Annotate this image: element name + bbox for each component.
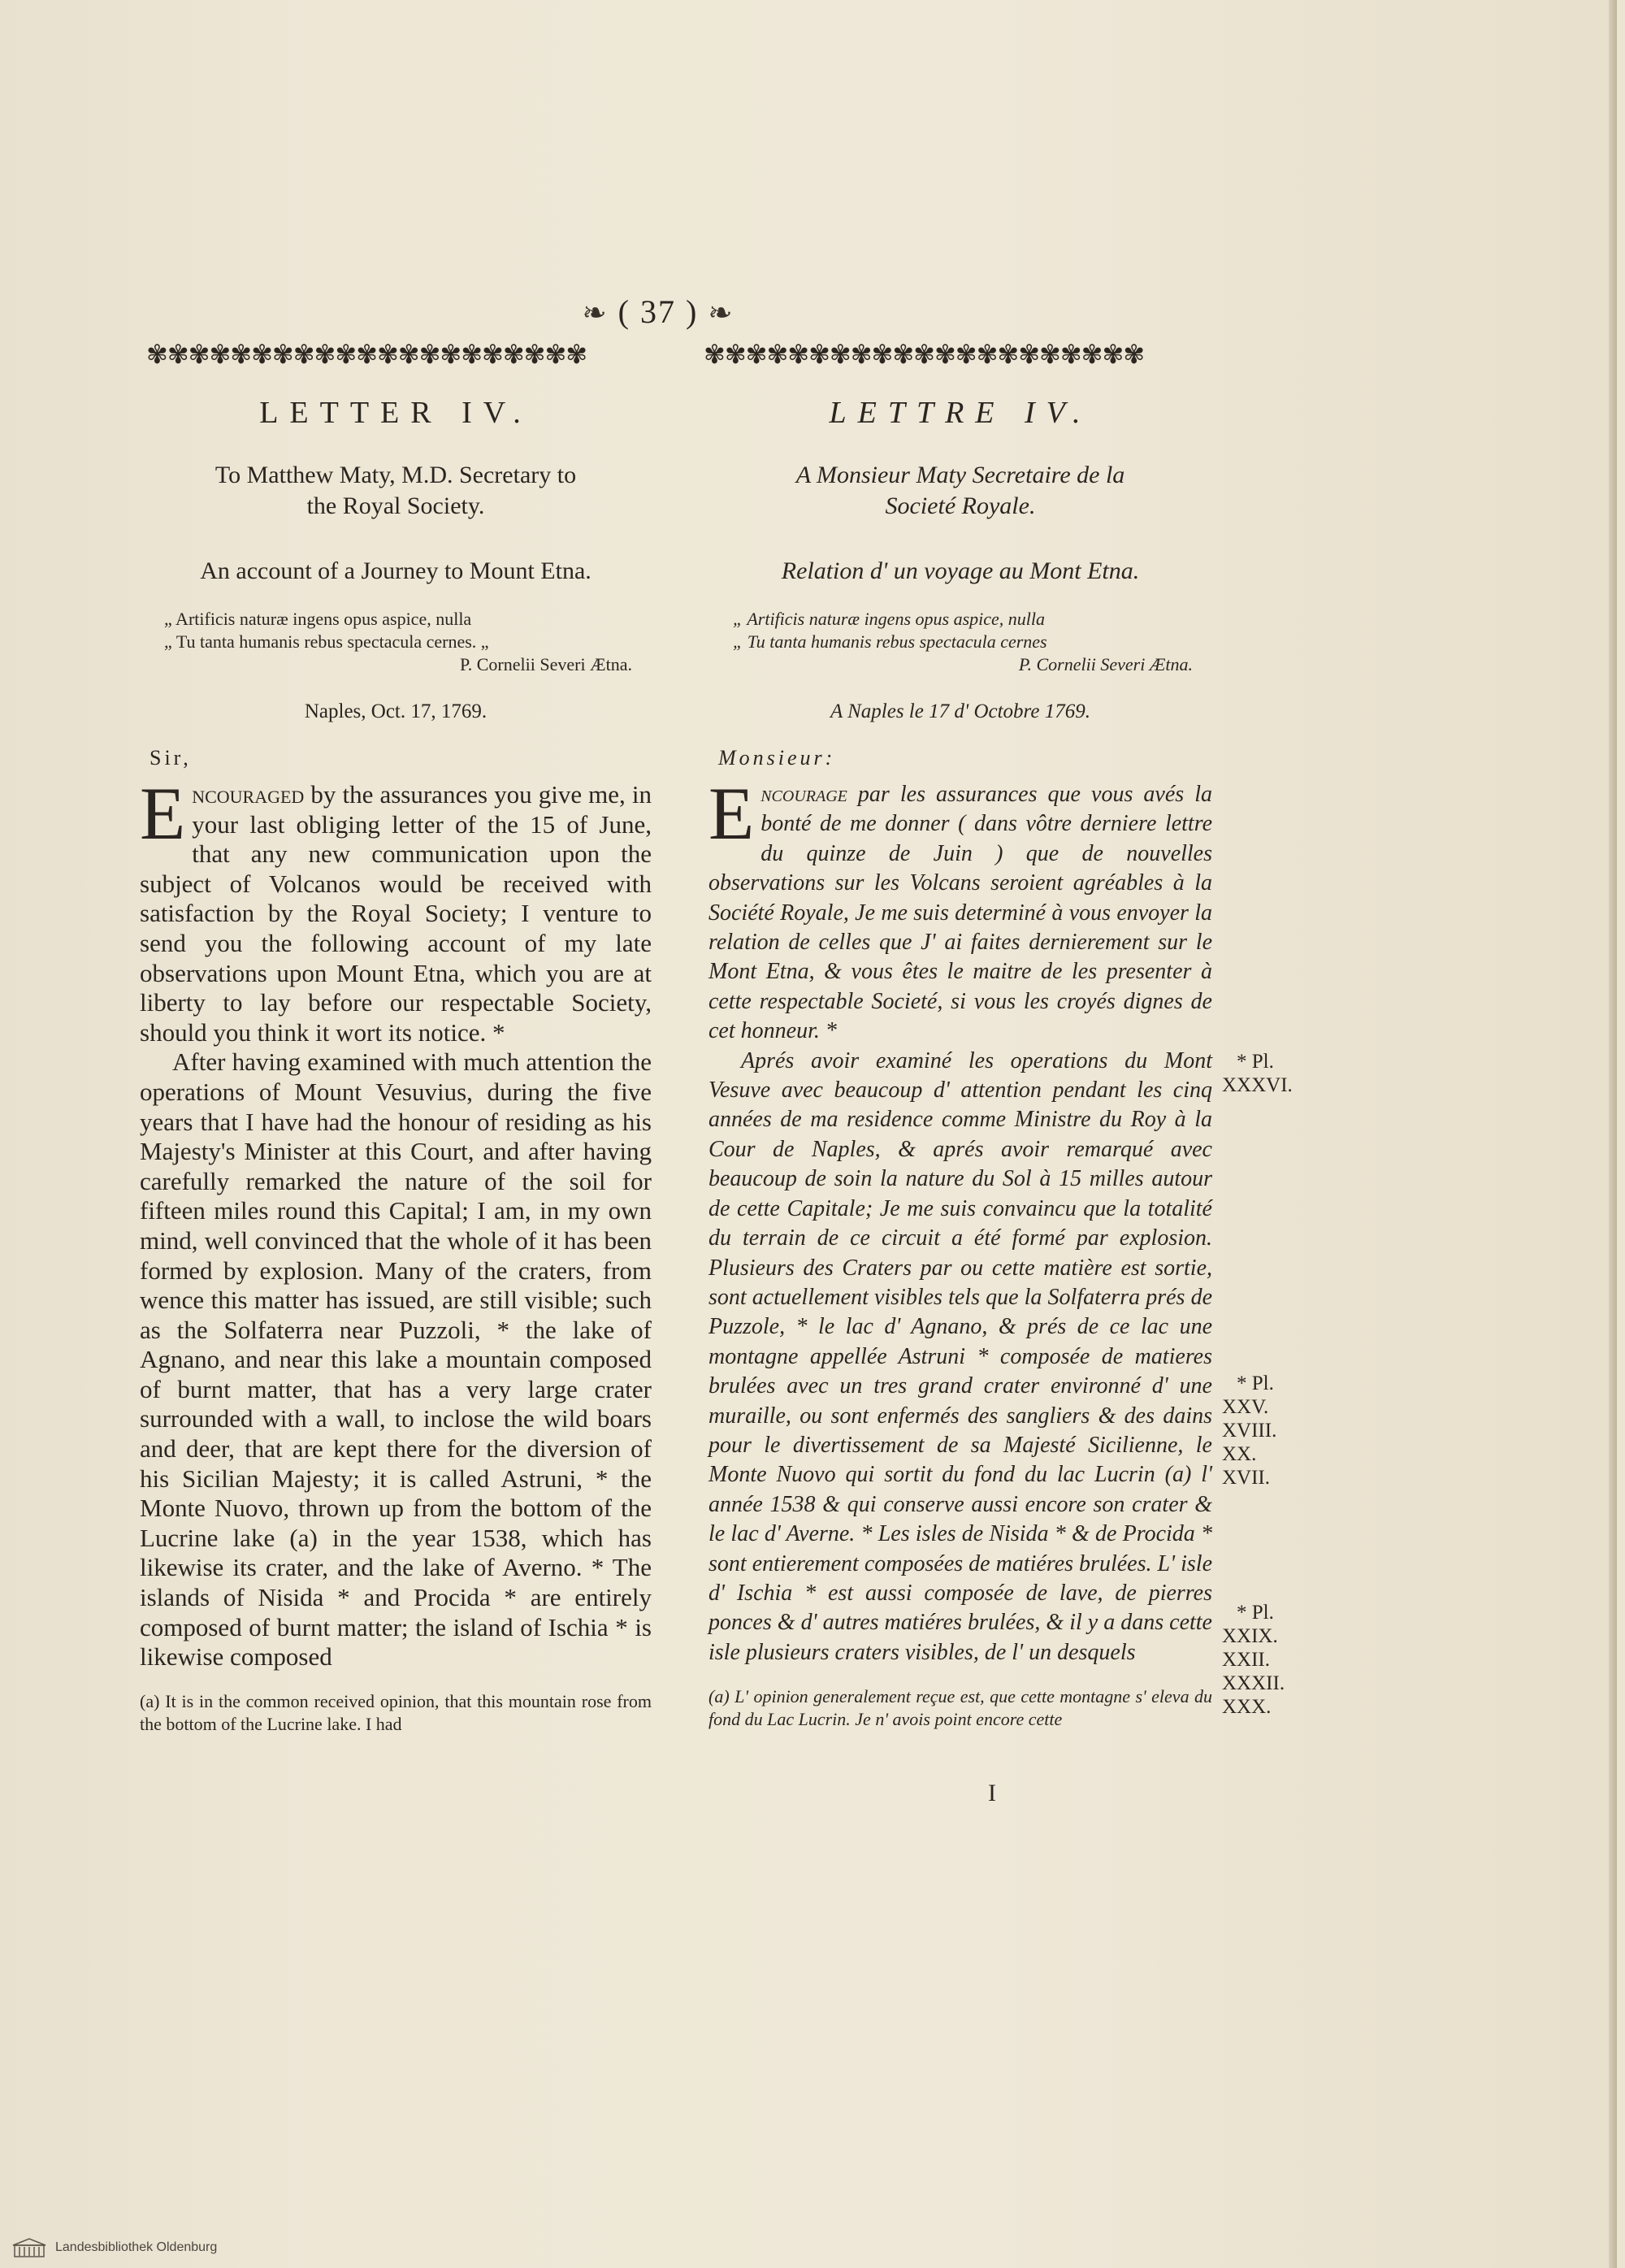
library-name: Landesbibliothek Oldenburg [55,2240,218,2254]
english-epigraph [164,608,652,676]
english-heading: LETTER IV. [259,396,532,430]
page-edge [1609,0,1617,2268]
english-subject: An account of a Journey to Mount Etna. [200,557,592,584]
margin-note-2-ref: XVII. [1222,1467,1271,1489]
english-para1-text: by the assurances you give me, in your last obliging letter of the 15 of June, that any new communication upon the subject of Volcanos would be received with satisfaction by the Royal Society; I venture to send you the following account of my late observations upon Mount Etna, which you are at liberty to lay before our respectable Society, should you think it wort its notice. * [140,780,652,1047]
english-verse-attribution: P. Cornelii Severi Ætna. [459,654,632,674]
english-address-line2: the Royal Society. [306,492,485,519]
french-subject: Relation d' un voyage au Mont Etna. [781,557,1140,584]
english-verse-line1: „ Artificis naturæ ingens opus aspice, nulla [164,609,472,629]
margin-note-3-star: * Pl. [1237,1602,1274,1624]
margin-note-2-ref: XXV. [1222,1396,1269,1418]
page-number-header: ❧ ( 37 ) ❧ [582,293,734,330]
french-para1-text: par les assurances que vous avés la bonté de me donner ( dans vôtre derniere lettre du quinze de Juin ) que de nouvelles observations sur les Volcans seroient agréables à la Société Royale, Je me suis determiné à vous envoyer la relation de celles que J' ai faites dernierement sur le Mont Etna, & vous êtes le maitre de les presenter à cette respectable Societé, si vous les croyés dignes de cet honneur. * [708,782,1212,1044]
french-verse-attribution: P. Cornelii Severi Ætna. [1018,654,1193,674]
margin-note-1 [1222,1050,1293,1097]
english-para1-lead: ncouraged [192,780,305,809]
french-address-line2: Societé Royale. [885,492,1036,519]
margin-note-2-ref: XVIII. [1222,1420,1277,1442]
english-paragraph-2: After having examined with much attention the operations of Mount Vesuvius, during the five years that I have had the honour of residing as his Majesty's Minister at this Court, and after having carefully remarked the nature of the soil for fifteen miles round this Capital; I am, in my own mind, well convinced that the whole of it has been formed by explosion. Many of the craters, from wence this matter has issued, are still visible; such as the Solfaterra near Puzzoli, * the lake of Agnano, and near this lake a mountain composed of burnt matter, that has a very large crater surrounded with a wall, to inclose the wild boars and deer, that are kept there for the diversion of his Sicilian Majesty; it is called Astruni, * the Monte Nuovo, thrown up from the bottom of the Lucrine lake (a) in the year 1538, which has likewise its crater, and the lake of Averno. * The islands of Nisida * and Procida * are entirely composed of burnt matter; the island of Ischia * is likewise composed [140,1047,652,1672]
french-address [708,460,1212,522]
french-address-line1: A Monsieur Maty Secretaire de la [795,462,1125,488]
english-verse-line2: „ Tu tanta humanis rebus spectacula cernes. „ [164,631,489,652]
margin-note-2 [1222,1372,1276,1490]
french-paragraph-1 [708,772,1212,1047]
french-para1-lead: ncourage [760,782,847,807]
right-ornament-icon: ❧ [708,297,734,329]
margin-note-1-star: * Pl. [1237,1051,1274,1073]
french-verse-line2: „ Tu tanta humanis rebus spectacula cernes [733,631,1047,652]
english-footnote: (a) It is in the common received opinion, that this mountain rose from the bottom of the Lucrine lake. I had [140,1690,652,1734]
left-ornament-icon: ❧ [582,297,609,329]
french-verse-line1: „ Artificis naturæ ingens opus aspice, nulla [733,609,1046,629]
english-paragraph-1 [140,772,652,1047]
ornament-bar-left: ✾✾✾✾✾✾✾✾✾✾✾✾✾✾✾✾✾✾✾✾✾ [146,340,587,369]
french-dateline: A Naples le 17 d' Octobre 1769. [830,700,1090,722]
french-heading: LETTRE IV. [829,396,1092,430]
margin-note-2-star: * Pl. [1237,1373,1274,1394]
french-footnote: (a) L' opinion generalement reçue est, que cette montagne s' eleva du fond du Lac Lucrin. Je n' avois point encore cette [708,1686,1212,1730]
french-drop-cap: E [708,772,755,855]
english-dateline: Naples, Oct. 17, 1769. [304,700,488,722]
english-column [140,382,652,1736]
margin-note-3 [1222,1601,1285,1719]
margin-note-3-ref: XXIX. [1222,1625,1278,1647]
english-salutation: Sir, [150,746,192,770]
english-address [140,460,652,522]
margin-note-1-ref: XXXVI. [1222,1074,1293,1096]
page-number: 37 [640,293,676,330]
margin-note-2-ref: XX. [1222,1443,1257,1465]
french-salutation: Monsieur: [718,746,836,770]
library-watermark [11,2235,271,2261]
library-building-icon [11,2237,47,2258]
english-drop-cap: E [140,772,186,855]
margin-note-3-ref: XXX. [1222,1696,1272,1718]
french-paragraph-2: Aprés avoir examiné les operations du Mont Vesuve avec beaucoup d' attention pendant les cinq années de ma residence comme Ministre du Roy à la Cour de Naples, & aprés avoir remarqué avec beaucoup de soin la nature du Sol à 15 milles autour de cette Capitale; Je me suis convaincu que la totalité du terrain de ce circuit a été formé par explosion. Plusieurs des Craters par ou cette matière est sortie, sont actuellement visibles tels que la Solfaterra prés de Puzzole, * le lac d' Agnano, & prés de ce lac une montagne appellée Astruni * composée de matieres brulées avec un tres grand crater environné d' une muraille, ou sont enfermés des sangliers & des dains pour le divertissement de sa Majesté Sicilienne, le Monte Nuovo qui sortit du fond du lac Lucrin (a) l' année 1538 & qui conserve aussi encore son crater & le lac d' Averne. * Les isles de Nisida * & de Procida * sont entierement composées de matiéres brulées. L' isle d' Ischia * est aussi composée de lave, de pierres ponces & d' autres matiéres brulées, & il y a dans cette isle plusieurs craters visibles, de l' un desquels [708,1047,1212,1665]
margin-note-3-ref: XXII. [1222,1649,1271,1671]
ornament-bar-right: ✾✾✾✾✾✾✾✾✾✾✾✾✾✾✾✾✾✾✾✾✾ [704,340,1145,369]
signature-mark: I [988,1780,996,1806]
english-address-line1: To Matthew Maty, M.D. Secretary to [214,462,577,488]
french-column [708,382,1212,1731]
french-epigraph [733,608,1212,676]
margin-note-3-ref: XXXII. [1222,1672,1285,1694]
